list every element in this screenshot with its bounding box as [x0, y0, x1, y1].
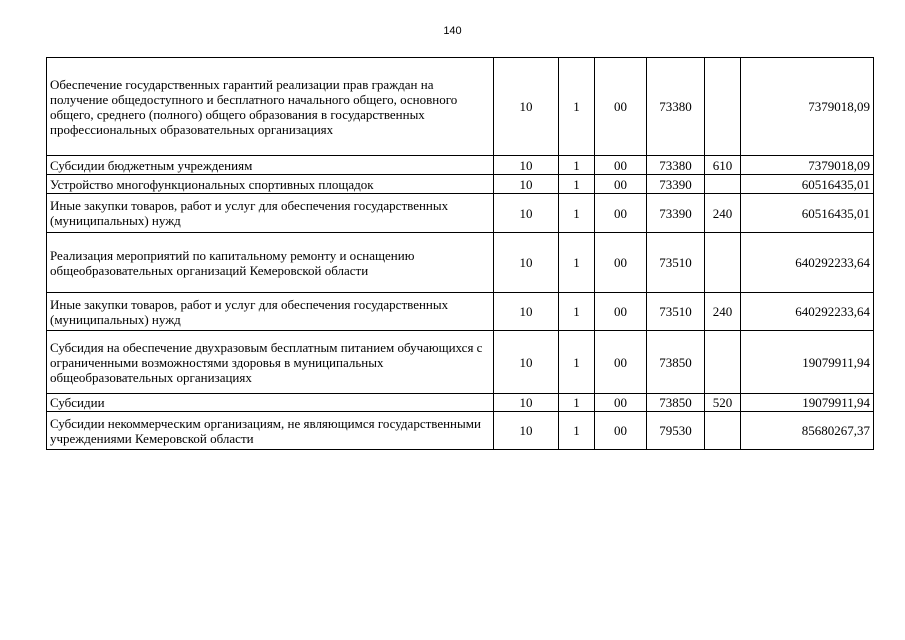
table-row: [47, 156, 874, 175]
row-code-1: 10: [494, 175, 559, 194]
row-code-1: 10: [494, 233, 559, 293]
row-code-5: [705, 233, 741, 293]
row-amount: 7379018,09: [741, 156, 874, 175]
row-code-4: 79530: [647, 412, 705, 450]
row-amount: 85680267,37: [741, 412, 874, 450]
row-name: Иные закупки товаров, работ и услуг для обеспечения государственных (муниципальных) нужд: [47, 194, 494, 233]
row-name: Субсидии некоммерческим организациям, не являющимся государственными учреждениями Кемеровской области: [47, 412, 494, 450]
row-code-1: 10: [494, 331, 559, 394]
row-name: Субсидии: [47, 394, 494, 412]
table-row: [47, 293, 874, 331]
row-amount: 60516435,01: [741, 175, 874, 194]
row-amount: 7379018,09: [741, 58, 874, 156]
row-code-3: 00: [595, 175, 647, 194]
row-name: Субсидии бюджетным учреждениям: [47, 156, 494, 175]
row-name: Реализация мероприятий по капитальному ремонту и оснащению общеобразовательных организаций Кемеровской области: [47, 233, 494, 293]
row-code-4: 73380: [647, 58, 705, 156]
row-code-5: [705, 412, 741, 450]
row-name: Субсидия на обеспечение двухразовым бесплатным питанием обучающихся с ограниченными возможностями здоровья в муниципальных общеобразовательных организациях: [47, 331, 494, 394]
row-name: Обеспечение государственных гарантий реализации прав граждан на получение общедоступного и бесплатного начального общего, основного общего, среднего (полного) общего образования в государственных профессиональных образовательных организациях: [47, 58, 494, 156]
page-number: 140: [443, 25, 462, 37]
row-code-3: 00: [595, 156, 647, 175]
row-code-3: 00: [595, 293, 647, 331]
row-code-3: 00: [595, 331, 647, 394]
row-code-5: 240: [705, 194, 741, 233]
row-amount: 60516435,01: [741, 194, 874, 233]
row-name: Устройство многофункциональных спортивных площадок: [47, 175, 494, 194]
row-code-4: 73510: [647, 233, 705, 293]
row-code-2: 1: [559, 194, 595, 233]
table-row: [47, 58, 874, 156]
row-code-1: 10: [494, 58, 559, 156]
budget-table: [46, 57, 874, 450]
row-code-1: 10: [494, 412, 559, 450]
row-code-4: 73850: [647, 394, 705, 412]
table-row: [47, 194, 874, 233]
row-code-2: 1: [559, 331, 595, 394]
row-code-2: 1: [559, 175, 595, 194]
row-code-3: 00: [595, 233, 647, 293]
row-code-4: 73390: [647, 175, 705, 194]
row-code-3: 00: [595, 394, 647, 412]
table-row: [47, 331, 874, 394]
row-code-3: 00: [595, 58, 647, 156]
row-amount: 640292233,64: [741, 293, 874, 331]
row-code-2: 1: [559, 394, 595, 412]
row-code-5: 520: [705, 394, 741, 412]
row-code-1: 10: [494, 394, 559, 412]
row-amount: 19079911,94: [741, 394, 874, 412]
row-code-2: 1: [559, 293, 595, 331]
row-code-5: [705, 331, 741, 394]
row-code-1: 10: [494, 194, 559, 233]
row-code-4: 73380: [647, 156, 705, 175]
row-code-2: 1: [559, 412, 595, 450]
row-amount: 640292233,64: [741, 233, 874, 293]
row-code-2: 1: [559, 233, 595, 293]
table-row: [47, 412, 874, 450]
row-code-4: 73510: [647, 293, 705, 331]
row-code-5: 240: [705, 293, 741, 331]
table-row: [47, 394, 874, 412]
row-name: Иные закупки товаров, работ и услуг для обеспечения государственных (муниципальных) нужд: [47, 293, 494, 331]
row-code-2: 1: [559, 156, 595, 175]
row-code-5: [705, 58, 741, 156]
row-amount: 19079911,94: [741, 331, 874, 394]
row-code-4: 73850: [647, 331, 705, 394]
row-code-3: 00: [595, 194, 647, 233]
row-code-1: 10: [494, 156, 559, 175]
row-code-5: [705, 175, 741, 194]
table-row: [47, 233, 874, 293]
row-code-5: 610: [705, 156, 741, 175]
table-row: [47, 175, 874, 194]
row-code-1: 10: [494, 293, 559, 331]
row-code-4: 73390: [647, 194, 705, 233]
row-code-3: 00: [595, 412, 647, 450]
row-code-2: 1: [559, 58, 595, 156]
